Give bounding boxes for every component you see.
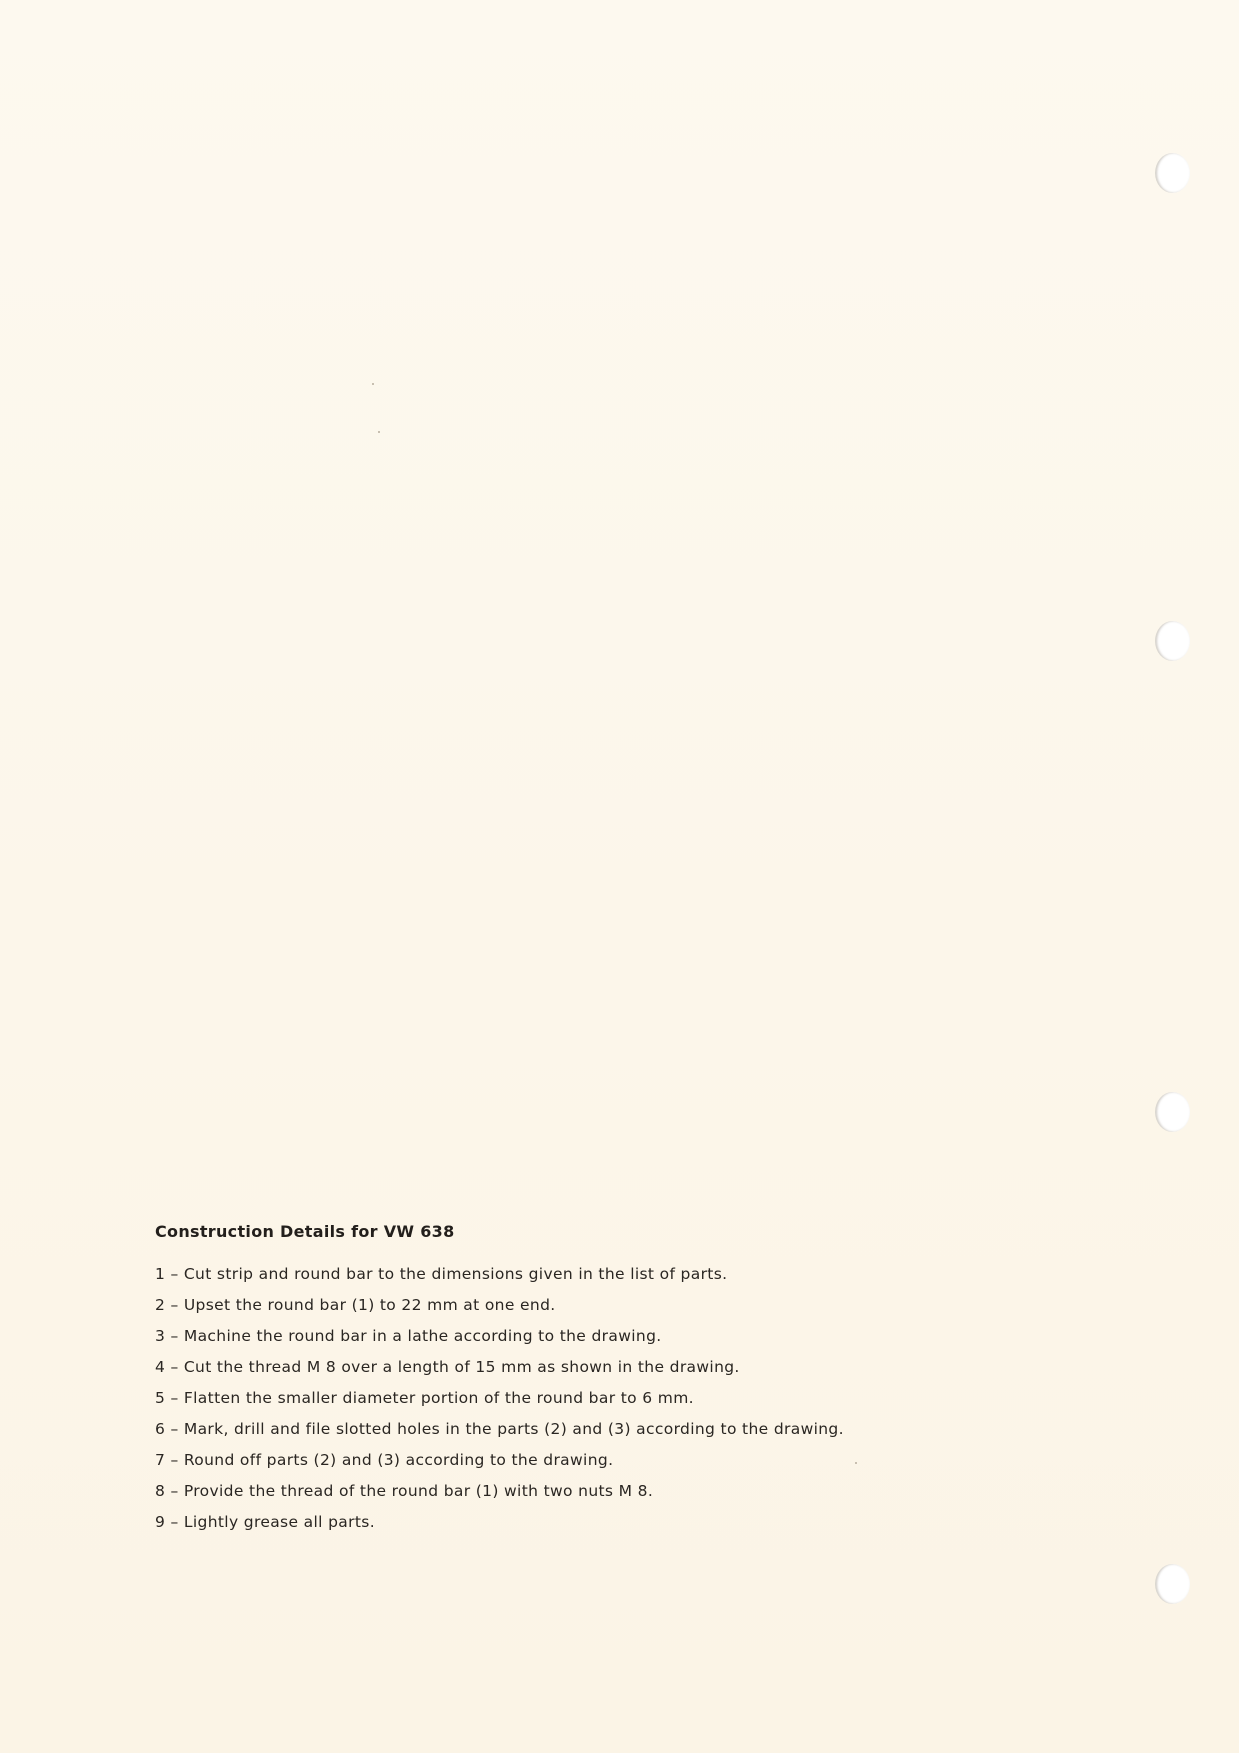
step-item-5: 5 – Flatten the smaller diameter portion of the round bar to 6 mm. bbox=[155, 1389, 694, 1407]
punch-hole bbox=[1155, 1564, 1190, 1604]
step-item-9: 9 – Lightly grease all parts. bbox=[155, 1513, 375, 1531]
punch-hole bbox=[1155, 153, 1190, 193]
punch-hole bbox=[1155, 1092, 1190, 1132]
step-item-3: 3 – Machine the round bar in a lathe according to the drawing. bbox=[155, 1327, 662, 1345]
step-item-2: 2 – Upset the round bar (1) to 22 mm at one end. bbox=[155, 1296, 556, 1314]
paper-speck bbox=[372, 383, 374, 385]
step-item-1: 1 – Cut strip and round bar to the dimensions given in the list of parts. bbox=[155, 1265, 728, 1283]
section-title: Construction Details for VW 638 bbox=[155, 1222, 455, 1241]
paper-speck bbox=[378, 431, 380, 433]
step-item-4: 4 – Cut the thread M 8 over a length of 15 mm as shown in the drawing. bbox=[155, 1358, 740, 1376]
punch-hole bbox=[1155, 621, 1190, 661]
step-item-7: 7 – Round off parts (2) and (3) according to the drawing. bbox=[155, 1451, 614, 1469]
steps-list bbox=[155, 1259, 955, 1538]
step-item-8: 8 – Provide the thread of the round bar (1) with two nuts M 8. bbox=[155, 1482, 654, 1500]
step-item-6: 6 – Mark, drill and file slotted holes in the parts (2) and (3) according to the drawing. bbox=[155, 1420, 844, 1438]
construction-details bbox=[155, 1222, 955, 1538]
